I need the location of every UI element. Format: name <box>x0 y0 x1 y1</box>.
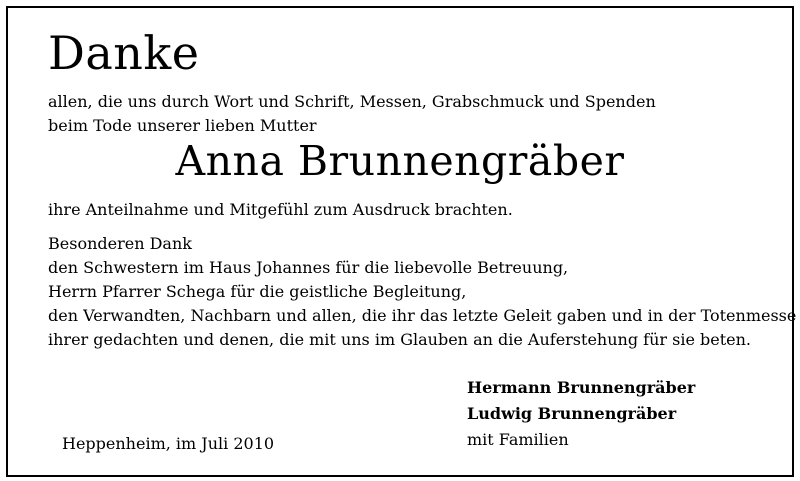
thanks-line: den Schwestern im Haus Johannes für die liebevolle Betreuung, <box>48 258 569 277</box>
deceased-name: Anna Brunnengräber <box>175 137 625 185</box>
thanks-line: Herrn Pfarrer Schega für die geistliche Begleitung, <box>48 282 467 301</box>
thanks-line: ihrer gedachten und denen, die mit uns im Glauben an die Auferstehung für sie beten. <box>48 330 751 349</box>
intro-line: allen, die uns durch Wort und Schrift, Messen, Grabschmuck und Spenden <box>48 92 656 111</box>
thanks-line: Besonderen Dank <box>48 234 192 253</box>
sympathy-line: ihre Anteilnahme und Mitgefühl zum Ausdruck brachten. <box>48 200 513 219</box>
special-thanks-text <box>48 232 796 352</box>
signer-name: Hermann Brunnengräber <box>467 378 696 397</box>
intro-line: beim Tode unserer lieben Mutter <box>48 116 317 135</box>
intro-text <box>48 90 656 138</box>
signer-name: Ludwig Brunnengräber <box>467 404 677 423</box>
notice-heading: Danke <box>48 26 200 80</box>
signers-suffix: mit Familien <box>467 430 569 449</box>
signers-block <box>467 375 695 453</box>
place-date: Heppenheim, im Juli 2010 <box>62 434 275 453</box>
thanks-line: den Verwandten, Nachbarn und allen, die ihr das letzte Geleit gaben und in der Totenmesse <box>48 306 797 325</box>
